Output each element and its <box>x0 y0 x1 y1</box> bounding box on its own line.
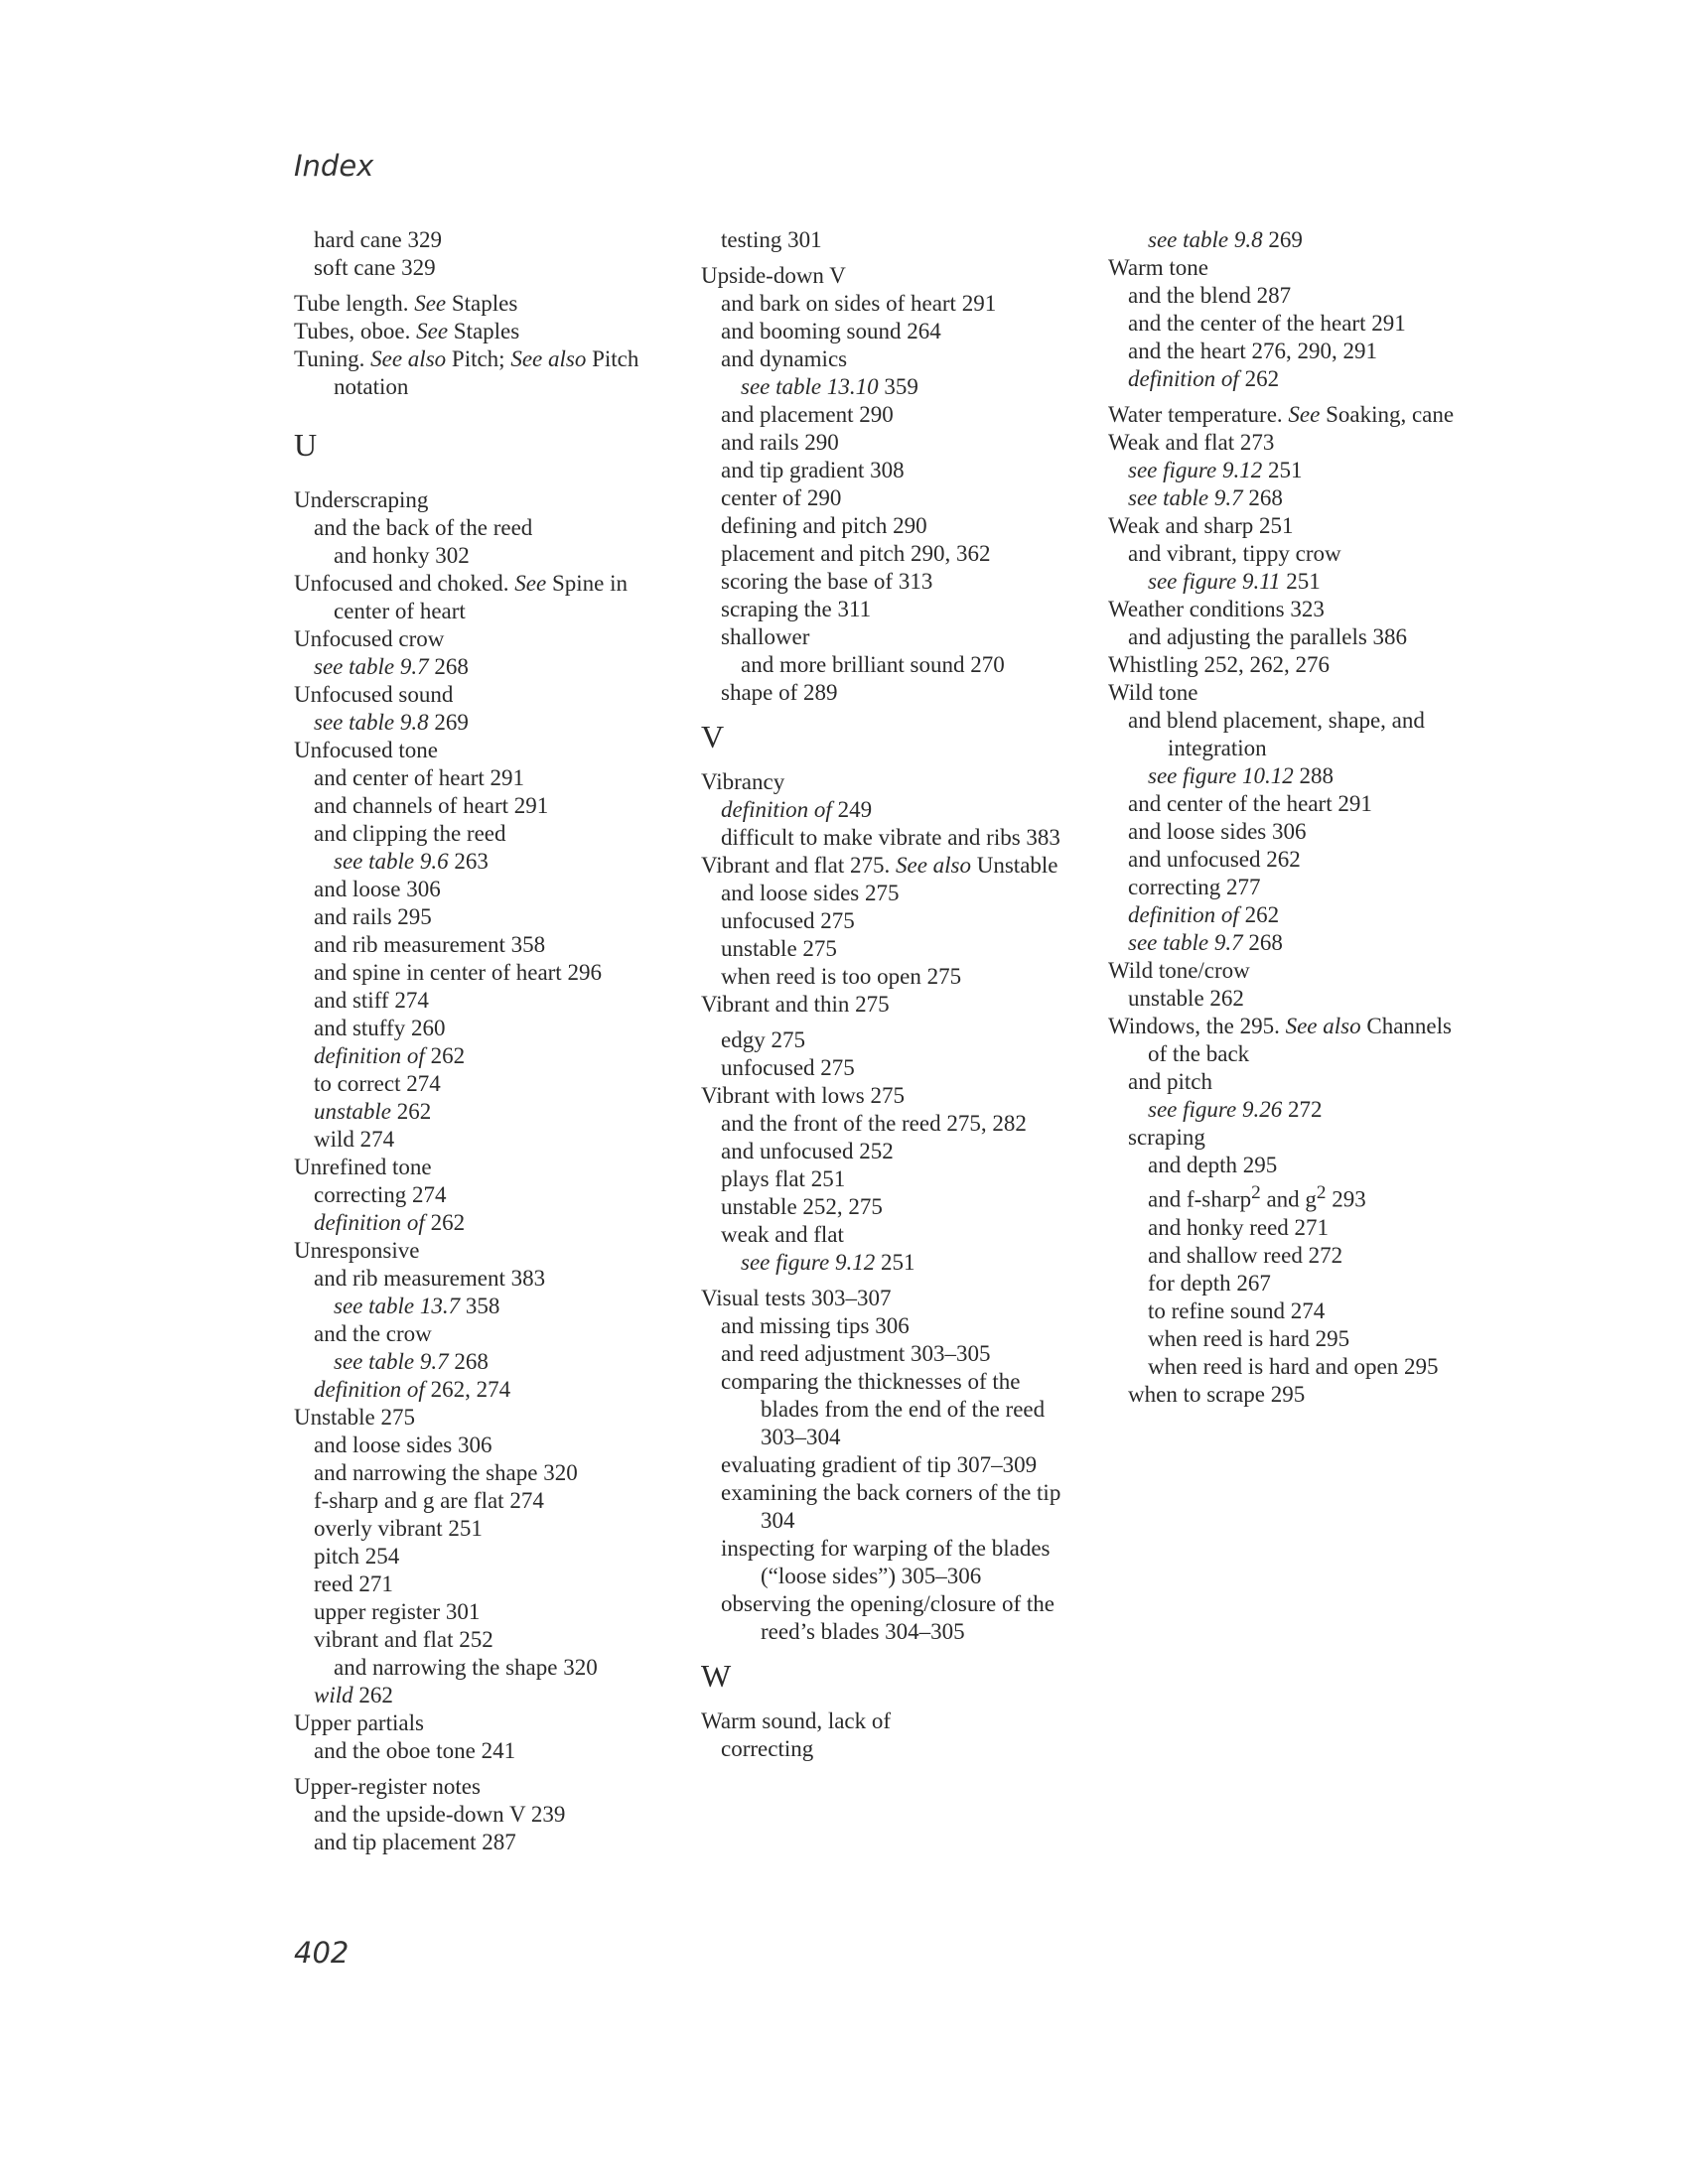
index-subentry: and tip placement 287 <box>314 1830 516 1854</box>
index-subentry: see table 9.7 268 <box>1128 485 1283 510</box>
index-entry: Wild tone/crow <box>1108 958 1250 983</box>
index-subentry: definition of 262 <box>1128 902 1280 927</box>
index-subentry: see table 13.7 358 <box>334 1294 500 1318</box>
index-subentry: see figure 9.26 272 <box>1148 1097 1323 1122</box>
index-subentry: and honky reed 271 <box>1148 1214 1330 1240</box>
index-subentry: vibrant and flat 252 <box>314 1627 493 1652</box>
index-subentry: and loose sides 306 <box>314 1433 492 1457</box>
index-subentry: see figure 9.12 251 <box>741 1250 915 1275</box>
index-subentry: and tip gradient 308 <box>721 458 905 482</box>
index-subentry: unfocused 275 <box>721 908 855 933</box>
index-entry: Unfocused crow <box>294 626 445 651</box>
index-subentry: and more brilliant sound 270 <box>741 652 1005 677</box>
index-subentry: correcting 277 <box>1128 875 1261 899</box>
index-entry: Weak and sharp 251 <box>1108 513 1294 538</box>
index-subentry: and missing tips 306 <box>721 1313 910 1338</box>
index-subentry: plays flat 251 <box>721 1166 846 1191</box>
index-subentry: and f-sharp$^2$ and $g^2$ 293 <box>1148 1182 1366 1212</box>
index-entry: Upper partials <box>294 1710 424 1735</box>
page-number: 402 <box>294 1936 350 1970</box>
index-subentry: inspecting for warping of the blades (“loose sides”) 305–306 <box>721 1536 1051 1588</box>
index-subentry: for depth 267 <box>1148 1270 1271 1296</box>
index-entry: Wild tone <box>1108 680 1198 705</box>
index-subentry: definition of 262, 274 <box>314 1377 511 1402</box>
index-entry: Vibrant and thin 275 <box>701 992 890 1017</box>
index-entry: Unfocused tone <box>294 738 438 762</box>
index-subentry: wild 262 <box>314 1683 393 1707</box>
index-subentry: to refine sound 274 <box>1148 1297 1326 1323</box>
index-column-2 <box>701 226 1078 1763</box>
index-subentry: and rails 295 <box>314 904 432 929</box>
index-subentry: reed 271 <box>314 1571 393 1596</box>
index-subentry: when reed is too open 275 <box>721 964 962 989</box>
index-subentry: definition of 262 <box>314 1043 466 1068</box>
index-subentry: see table 9.8 269 <box>1148 227 1303 252</box>
index-subentry: edgy 275 <box>721 1027 805 1052</box>
index-subentry: definition of 249 <box>721 797 873 822</box>
index-subentry: weak and flat <box>721 1222 844 1247</box>
index-subentry: correcting 274 <box>314 1182 447 1207</box>
index-subentry: and booming sound 264 <box>721 319 941 343</box>
index-subentry: see table 9.7 268 <box>1128 930 1283 955</box>
index-subentry: defining and pitch 290 <box>721 513 927 538</box>
index-subentry: and loose sides 306 <box>1128 819 1307 844</box>
index-subentry: unfocused 275 <box>721 1055 855 1080</box>
index-subentry: and reed adjustment 303–305 <box>721 1341 991 1366</box>
index-subentry: and the front of the reed 275, 282 <box>721 1111 1027 1136</box>
index-subentry: and vibrant, tippy crow <box>1128 541 1341 566</box>
section-letter: W <box>701 1658 732 1694</box>
index-subentry: see table 13.10 359 <box>741 374 918 399</box>
index-subentry: evaluating gradient of tip 307–309 <box>721 1452 1038 1477</box>
index-entry: Warm sound, lack of <box>701 1708 892 1733</box>
index-subentry: scraping <box>1128 1125 1205 1150</box>
index-entry: Unfocused sound <box>294 682 454 707</box>
index-entry: Vibrancy <box>701 769 785 794</box>
index-entry: Upside-down V <box>701 263 846 288</box>
index-subentry: testing 301 <box>721 227 822 252</box>
index-subentry: and shallow reed 272 <box>1148 1242 1343 1268</box>
index-subentry: and center of the heart 291 <box>1128 791 1372 816</box>
index-subentry: shape of 289 <box>721 680 838 705</box>
index-entry: Windows, the 295. See also Channels of the back <box>1108 1014 1452 1066</box>
index-subentry: and blend placement, shape, and integration <box>1128 708 1425 760</box>
index-subentry: and clipping the reed <box>314 821 506 846</box>
index-subentry: unstable 252, 275 <box>721 1194 883 1219</box>
index-subentry: and placement 290 <box>721 402 894 427</box>
index-entry: Weak and flat 273 <box>1108 430 1275 455</box>
index-subentry: and unfocused 262 <box>1128 847 1301 872</box>
index-subentry: overly vibrant 251 <box>314 1516 483 1541</box>
index-subentry: and honky 302 <box>334 543 470 568</box>
index-subentry: and the center of the heart 291 <box>1128 311 1406 336</box>
index-subentry: when reed is hard and open 295 <box>1148 1353 1439 1379</box>
index-column-3 <box>1108 226 1485 1409</box>
index-subentry: and center of heart 291 <box>314 765 525 790</box>
index-subentry: wild 274 <box>314 1127 395 1152</box>
index-entry: Unstable 275 <box>294 1405 416 1430</box>
index-subentry: hard cane 329 <box>314 227 442 252</box>
section-letter: U <box>294 427 318 463</box>
index-subentry: see figure 9.11 251 <box>1148 569 1321 594</box>
index-subentry: and the blend 287 <box>1128 283 1292 308</box>
index-subentry: correcting <box>721 1736 814 1761</box>
index-entry: Unrefined tone <box>294 1155 432 1179</box>
index-entry: Vibrant and flat 275. See also Unstable <box>701 853 1058 878</box>
index-subentry: unstable 262 <box>314 1099 432 1124</box>
section-letter: V <box>701 719 725 754</box>
index-subentry: and dynamics <box>721 346 848 371</box>
index-subentry: soft cane 329 <box>314 255 436 280</box>
index-subentry: see figure 9.12 251 <box>1128 458 1303 482</box>
index-entry: Unfocused and choked. See Spine in center of heart <box>294 571 628 623</box>
index-subentry: and narrowing the shape 320 <box>334 1655 598 1680</box>
index-subentry: when reed is hard 295 <box>1148 1325 1350 1351</box>
index-subentry: examining the back corners of the tip 304 <box>721 1480 1061 1533</box>
index-entry: Whistling 252, 262, 276 <box>1108 652 1330 677</box>
index-subentry: scoring the base of 313 <box>721 569 933 594</box>
index-subentry: and narrowing the shape 320 <box>314 1460 578 1485</box>
index-subentry: and stuffy 260 <box>314 1016 446 1040</box>
index-subentry: placement and pitch 290, 362 <box>721 541 991 566</box>
index-subentry: and stiff 274 <box>314 988 429 1013</box>
index-column-1 <box>294 226 671 1856</box>
index-subentry: and loose 306 <box>314 877 441 901</box>
index-subentry: observing the opening/closure of the reed’s blades 304–305 <box>721 1591 1055 1644</box>
index-subentry: and the oboe tone 241 <box>314 1738 516 1763</box>
index-subentry: center of 290 <box>721 485 842 510</box>
index-subentry: see table 9.8 269 <box>314 710 469 735</box>
index-subentry: and channels of heart 291 <box>314 793 549 818</box>
index-subentry: to correct 274 <box>314 1071 441 1096</box>
index-entry: Unresponsive <box>294 1238 420 1263</box>
index-subentry: and rib measurement 383 <box>314 1266 546 1291</box>
index-subentry: definition of 262 <box>1128 366 1280 391</box>
index-subentry: see table 9.7 268 <box>334 1349 489 1374</box>
index-subentry: see figure 10.12 288 <box>1148 763 1334 788</box>
index-subentry: shallower <box>721 624 810 649</box>
index-subentry: and rails 290 <box>721 430 839 455</box>
index-subentry: and adjusting the parallels 386 <box>1128 624 1408 649</box>
index-subentry: and the crow <box>314 1321 432 1346</box>
running-head: Index <box>294 149 374 183</box>
index-subentry: and pitch <box>1128 1069 1212 1094</box>
index-subentry: and the back of the reed <box>314 515 533 540</box>
index-subentry: definition of 262 <box>314 1210 466 1235</box>
index-subentry: and bark on sides of heart 291 <box>721 291 997 316</box>
index-entry: Water temperature. See Soaking, cane <box>1108 402 1455 427</box>
index-subentry: and the heart 276, 290, 291 <box>1128 339 1378 363</box>
index-subentry: pitch 254 <box>314 1544 400 1569</box>
index-subentry: difficult to make vibrate and ribs 383 <box>721 825 1060 850</box>
index-entry: Underscraping <box>294 487 429 512</box>
index-subentry: and rib measurement 358 <box>314 932 546 957</box>
index-subentry: and the upside-down V 239 <box>314 1802 566 1827</box>
index-subentry: upper register 301 <box>314 1599 481 1624</box>
index-subentry: and loose sides 275 <box>721 881 900 905</box>
index-subentry: scraping the 311 <box>721 597 872 621</box>
index-entry: Tube length. See Staples <box>294 291 518 316</box>
index-entry: Warm tone <box>1108 255 1208 280</box>
index-entry: Tubes, oboe. See Staples <box>294 319 520 343</box>
index-subentry: and unfocused 252 <box>721 1139 894 1163</box>
index-entry: Weather conditions 323 <box>1108 597 1325 621</box>
index-entry: Upper-register notes <box>294 1774 481 1799</box>
index-subentry: see table 9.7 268 <box>314 654 469 679</box>
index-entry: Tuning. See also Pitch; See also Pitch notation <box>294 346 639 399</box>
index-subentry: and spine in center of heart 296 <box>314 960 602 985</box>
index-subentry: comparing the thicknesses of the blades from the end of the reed 303–304 <box>721 1369 1046 1449</box>
index-subentry: f-sharp and g are flat 274 <box>314 1488 544 1513</box>
index-subentry: unstable 262 <box>1128 986 1244 1011</box>
index-subentry: when to scrape 295 <box>1128 1381 1306 1407</box>
index-entry: Vibrant with lows 275 <box>701 1083 905 1108</box>
index-subentry: unstable 275 <box>721 936 837 961</box>
index-subentry: and depth 295 <box>1148 1153 1278 1177</box>
index-entry: Visual tests 303–307 <box>701 1286 892 1310</box>
index-subentry: see table 9.6 263 <box>334 849 489 874</box>
